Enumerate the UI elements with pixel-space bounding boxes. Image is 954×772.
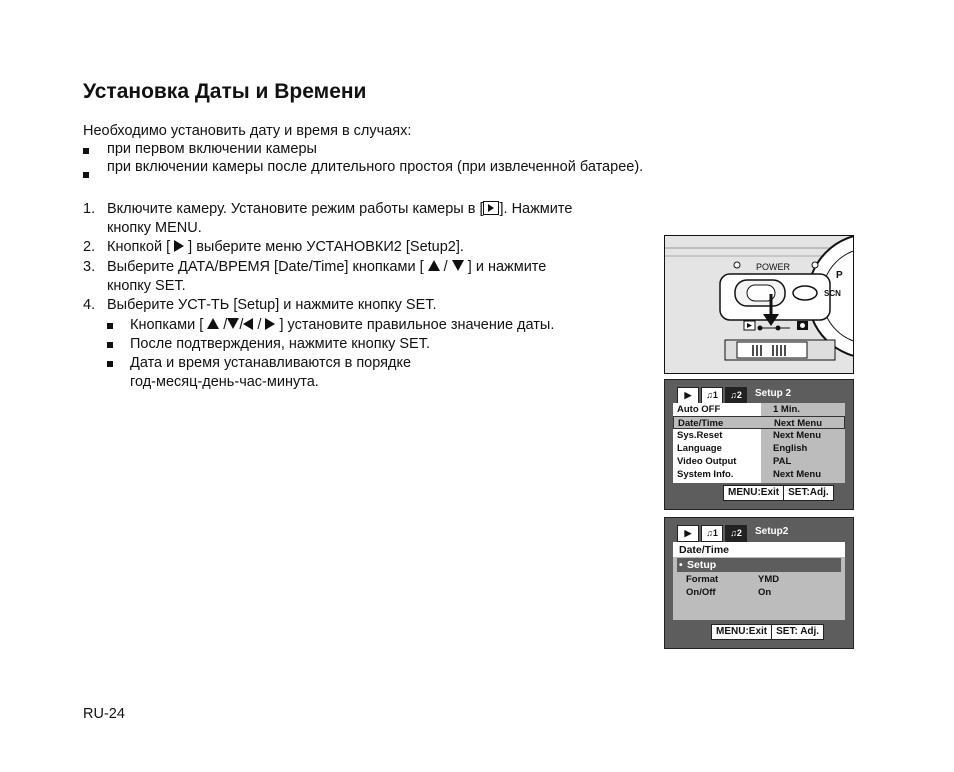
step-number: 2. — [83, 239, 96, 255]
substep-text: После подтверждения, нажмите кнопку SET. — [130, 336, 430, 352]
dial-mode-p: P — [836, 270, 843, 281]
menu-row[interactable] — [673, 455, 845, 468]
datetime-row-value: On — [758, 587, 772, 598]
arrow-down-icon — [227, 318, 239, 329]
step-text-part: ]. Нажмите — [499, 201, 573, 217]
substep-text-line2: год-месяц-день-час-минута. — [130, 374, 319, 390]
menu-row-label: Auto OFF — [677, 404, 721, 415]
datetime-row-label: On/Off — [686, 587, 716, 598]
tab-number: 1 — [712, 528, 718, 538]
lcd-screen-datetime-menu — [664, 517, 854, 649]
setup2-tab-icon: ♫2 — [725, 525, 747, 542]
datetime-row[interactable] — [673, 573, 845, 586]
menu-row-value: Next Menu — [774, 418, 823, 429]
datetime-row-label: Format — [686, 574, 719, 585]
menu-button-hints — [711, 624, 824, 640]
step-text-part: Выберите ДАТА/ВРЕМЯ [Date/Time] кнопками [ — [107, 259, 424, 275]
separator: / — [223, 317, 228, 333]
menu-panel — [673, 403, 845, 483]
playback-tab-icon: ▶ — [677, 525, 699, 542]
menu-row[interactable] — [673, 403, 845, 416]
setup1-tab-icon: ♫1 — [701, 525, 723, 542]
menu-row-value: Next Menu — [773, 469, 822, 480]
tab-number: 2 — [736, 528, 742, 538]
menu-row-selected[interactable] — [673, 416, 845, 429]
menu-row-label: Sys.Reset — [677, 430, 723, 441]
bullet-text: при первом включении камеры — [107, 141, 317, 157]
menu-row-label: Date/Time — [678, 418, 724, 429]
menu-exit-hint[interactable]: MENU:Exit — [728, 487, 780, 498]
step-text: Выберите УСТ-ТЬ [Setup] и нажмите кнопку SET. — [107, 297, 437, 313]
menu-row-label: System Info. — [677, 469, 734, 480]
page-number: RU-24 — [83, 706, 125, 722]
datetime-row[interactable] — [673, 586, 845, 599]
menu-row-label: Video Output — [677, 456, 737, 467]
bullet-square — [83, 148, 89, 154]
separator: / — [239, 317, 244, 333]
playback-mode-icon — [483, 201, 499, 215]
step-text-part: ] и нажмите — [467, 259, 547, 275]
bullet-dot-icon: • — [679, 559, 683, 571]
substep-text — [130, 316, 554, 335]
datetime-panel-title-bar — [673, 542, 845, 557]
camera-illustration — [664, 235, 854, 374]
step-number: 1. — [83, 201, 96, 217]
playback-tab-icon: ▶ — [677, 387, 699, 404]
separator: / — [257, 317, 262, 333]
menu-exit-hint[interactable]: MENU:Exit — [716, 626, 768, 637]
menu-header: Setup2 — [755, 526, 789, 537]
setup2-tab-icon: ♫2 — [725, 387, 747, 404]
arrow-left-icon — [243, 318, 253, 330]
step-text — [107, 238, 464, 257]
bullet-square — [107, 361, 113, 367]
menu-row-value: 1 Min. — [773, 404, 800, 415]
setup-option-label: Setup — [687, 559, 717, 571]
step-text-line2: кнопку SET. — [107, 278, 186, 294]
menu-button-hints — [723, 485, 834, 501]
substep-text-part: ] установите правильное значение даты. — [279, 317, 555, 333]
step-text-part: Кнопкой [ — [107, 239, 171, 255]
camera-top-drawing — [665, 236, 853, 373]
step-text — [107, 200, 572, 219]
arrow-right-icon — [265, 318, 275, 330]
step-number: 3. — [83, 259, 96, 275]
menu-row[interactable] — [673, 429, 845, 442]
substep-text: Дата и время устанавливаются в порядке — [130, 355, 412, 371]
tab-number: 2 — [736, 390, 742, 400]
bullet-square — [107, 323, 113, 329]
power-label: POWER — [756, 262, 791, 272]
arrow-right-icon — [174, 240, 184, 252]
step-text-part: ] выберите меню УСТАНОВКИ2 [Setup2]. — [188, 239, 464, 255]
bullet-square — [107, 342, 113, 348]
datetime-panel — [673, 542, 845, 620]
tab-number: 1 — [712, 390, 718, 400]
set-adjust-hint[interactable]: SET:Adj. — [783, 486, 833, 500]
menu-row-value: PAL — [773, 456, 792, 467]
menu-row-value: English — [773, 443, 808, 454]
menu-header: Setup 2 — [755, 388, 792, 399]
step-number: 4. — [83, 297, 96, 313]
substep-text-part: Кнопками [ — [130, 317, 204, 333]
arrow-up-icon — [428, 260, 440, 271]
set-adjust-hint[interactable]: SET: Adj. — [771, 625, 823, 639]
arrow-down-icon — [452, 260, 464, 271]
separator: / — [443, 259, 448, 275]
step-text — [107, 258, 546, 277]
panel-title: Date/Time — [679, 544, 729, 556]
menu-row[interactable] — [673, 468, 845, 481]
menu-row[interactable] — [673, 442, 845, 455]
datetime-row-value: YMD — [758, 574, 780, 585]
menu-row-value: Next Menu — [773, 430, 822, 441]
bullet-text: при включении камеры после длительного простоя (при извлеченной батарее). — [107, 159, 644, 175]
setup1-tab-icon: ♫1 — [701, 387, 723, 404]
menu-row-label: Language — [677, 443, 722, 454]
dial-mode-scn: SCN — [824, 289, 841, 298]
intro-text: Необходимо установить дату и время в случаях: — [83, 123, 412, 139]
setup-option-selected[interactable] — [677, 558, 841, 572]
lcd-screen-setup2-menu — [664, 379, 854, 510]
page-title: Установка Даты и Времени — [83, 80, 367, 103]
step-text-line2: кнопку MENU. — [107, 220, 202, 236]
bullet-square — [83, 172, 89, 178]
arrow-up-icon — [207, 318, 219, 329]
step-text-part: Включите камеру. Установите режим работы камеры в [ — [107, 201, 484, 217]
